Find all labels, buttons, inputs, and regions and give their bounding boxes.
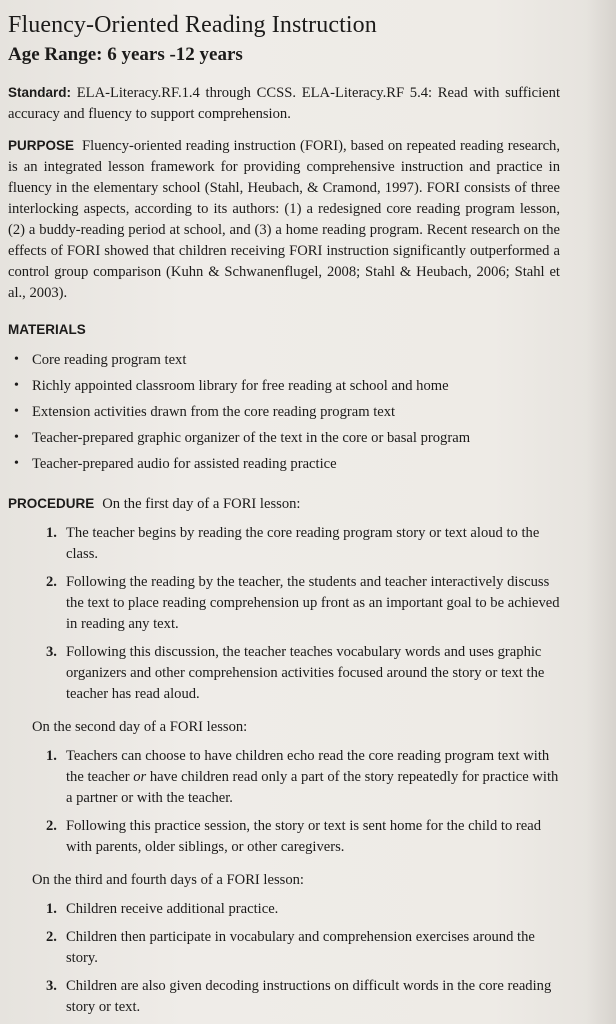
procedure-label: PROCEDURE	[8, 496, 95, 511]
day2-intro: On the second day of a FORI lesson:	[32, 719, 248, 735]
step-number: 2.	[46, 574, 57, 590]
material-text: Core reading program text	[32, 352, 187, 368]
day1-steps	[8, 523, 560, 705]
step-text: Following the reading by the teacher, the students and teacher interactively discuss the text to place reading comprehension up front as an important goal to be achieved in reading any text.	[66, 574, 560, 632]
step-number: 1.	[46, 525, 57, 541]
purpose-label: PURPOSE	[8, 138, 75, 153]
list-item	[46, 642, 560, 705]
bullet-icon: •	[14, 378, 19, 393]
list-item	[46, 746, 560, 809]
list-item	[46, 816, 560, 858]
materials-heading: MATERIALS	[8, 322, 86, 337]
page-title: Fluency-Oriented Reading Instruction	[8, 12, 377, 38]
material-text: Teacher-prepared graphic organizer of the text in the core or basal program	[32, 430, 471, 446]
bullet-icon: •	[14, 430, 19, 445]
list-item	[46, 523, 560, 565]
list-item	[14, 347, 560, 373]
step-text: Children then participate in vocabulary and comprehension exercises around the story.	[66, 929, 535, 966]
step-number: 1.	[46, 901, 57, 917]
day34-steps	[8, 899, 560, 1018]
procedure-intro	[8, 493, 560, 515]
material-text: Richly appointed classroom library for free reading at school and home	[32, 378, 449, 394]
age-range	[8, 44, 560, 66]
standard-text: ELA-Literacy.RF.1.4 through CCSS. ELA-Literacy.RF 5.4: Read with sufficient accuracy and fluency to support comprehension.	[8, 85, 560, 122]
purpose-text: Fluency-oriented reading instruction (FORI), based on repeated reading research, is an integrated lesson framework for providing comprehensive instruction and practice in fluency in the elementary school (Stahl, Heubach, & Cramond, 1997). FORI consists of three interlocking aspects, according to its authors: (1) a redesigned core reading program lesson, (2) a buddy-reading period at school, and (3) a home reading program. Recent research on the effects of FORI showed that children receiving FORI instruction significantly outperformed a control group comparison (Kuhn & Schwanenflugel, 2008; Stahl & Heubach, 2006; Stahl et al., 2003).	[8, 138, 560, 301]
step-text-or: or	[133, 769, 147, 785]
step-number: 1.	[46, 748, 57, 764]
day34-intro: On the third and fourth days of a FORI lesson:	[32, 872, 304, 888]
step-text-part1: Teachers can choose to have children echo read the core reading program text with the teacher	[66, 748, 550, 785]
material-text: Extension activities drawn from the core reading program text	[32, 404, 396, 420]
purpose-paragraph	[8, 135, 560, 304]
step-text: The teacher begins by reading the core reading program story or text aloud to the class.	[66, 525, 540, 562]
bullet-icon: •	[14, 456, 19, 471]
step-number: 2.	[46, 818, 57, 834]
procedure-intro-text: On the first day of a FORI lesson:	[102, 496, 301, 512]
list-item	[14, 451, 560, 477]
step-text: Children are also given decoding instructions on difficult words in the core reading story or text.	[66, 978, 552, 1015]
day2-steps	[8, 746, 560, 858]
list-item	[46, 976, 560, 1018]
step-text-part2: have children read only a part of the story repeatedly for practice with a partner or with the teacher.	[66, 769, 559, 806]
bullet-icon: •	[14, 352, 19, 367]
step-text: Following this practice session, the story or text is sent home for the child to read with parents, older siblings, or other caregivers.	[66, 818, 542, 855]
bullet-icon: •	[14, 404, 19, 419]
age-range-value: 6 years -12 years	[107, 44, 243, 65]
list-item	[14, 373, 560, 399]
page-edge-shadow	[586, 0, 616, 1024]
list-item	[46, 927, 560, 969]
materials-list	[8, 347, 560, 477]
step-text: Following this discussion, the teacher teaches vocabulary words and uses graphic organizers and other comprehension activities focused around the story or text the teacher has read aloud.	[66, 644, 545, 702]
list-item	[14, 399, 560, 425]
list-item	[14, 425, 560, 451]
age-range-label: Age Range:	[8, 44, 103, 65]
step-number: 2.	[46, 929, 57, 945]
step-text: Children receive additional practice.	[66, 901, 279, 917]
material-text: Teacher-prepared audio for assisted reading practice	[32, 456, 337, 472]
list-item	[46, 572, 560, 635]
step-number: 3.	[46, 644, 57, 660]
standard-paragraph	[8, 82, 560, 125]
step-number: 3.	[46, 978, 57, 994]
standard-label: Standard:	[8, 85, 72, 100]
list-item	[46, 899, 560, 920]
